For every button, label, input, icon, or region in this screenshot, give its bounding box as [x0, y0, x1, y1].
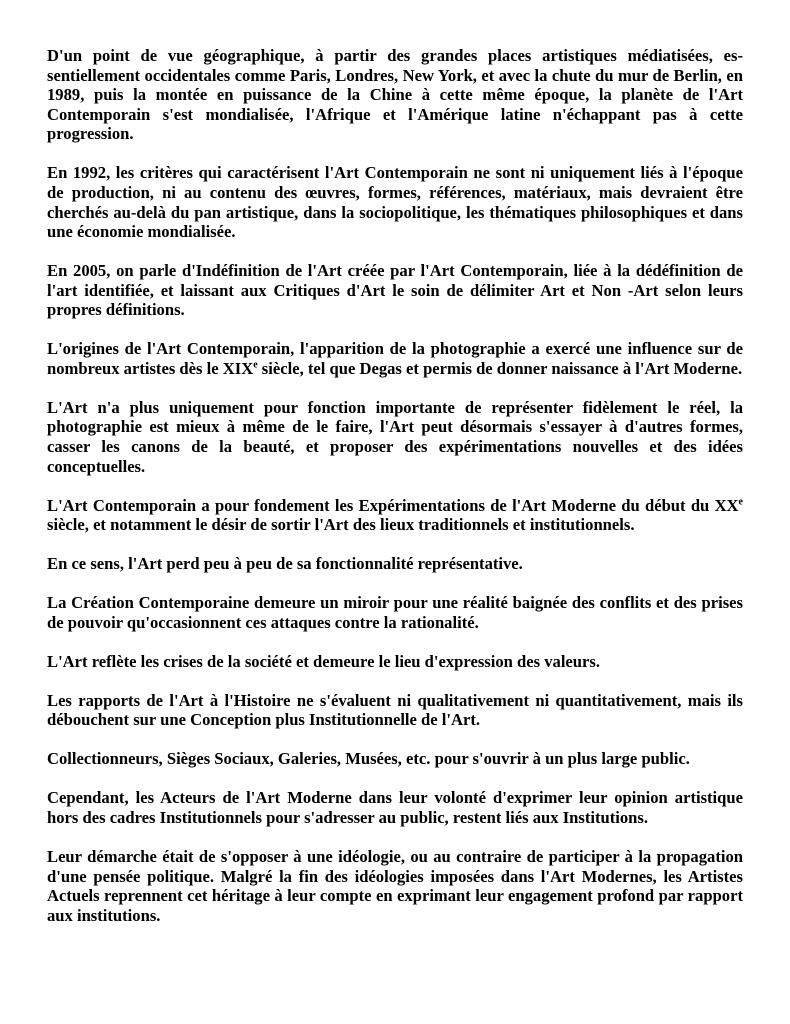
paragraph-text: En 2005, on parle d'Indéfinition de l'Art créée par l'Art Contemporain, liée à la dédéfinition de l'art identifiée, et laissant aux Critiques d'Art le soin de délimiter Art et Non -Art selon leurs propres définitions.: [47, 261, 743, 320]
paragraph: [47, 847, 743, 925]
paragraph: [47, 163, 743, 241]
paragraph: [47, 691, 743, 730]
paragraph: [47, 788, 743, 827]
document-body: [47, 46, 743, 925]
paragraph-text: Leur démarche était de s'opposer à une idéologie, ou au contraire de participer à la propagation d'une pensée politique. Malgré la fin des idéologies imposées dans l'Art Modernes, les Artistes Actuels reprennent cet héritage à leur compte en exprimant leur engagement profond par rapport aux institutions.: [47, 846, 743, 925]
document-page: [47, 46, 743, 925]
paragraph: [47, 593, 743, 632]
paragraph-text: La Création Contemporaine demeure un miroir pour une réalité baignée des conflits et des prises de pouvoir qu'occasionnent ces attaques contre la rationalité.: [47, 593, 743, 632]
paragraph: [47, 749, 743, 769]
paragraph: [47, 496, 743, 535]
paragraph: [47, 398, 743, 476]
paragraph-text: L'origines de l'Art Contemporain, l'apparition de la photographie a exercé une influence sur de nombreux artistes dès le XIX: [47, 339, 743, 378]
paragraph: [47, 339, 743, 378]
paragraph: [47, 46, 743, 144]
paragraph-text: En ce sens, l'Art perd peu à peu de sa fonctionnalité représentative.: [47, 554, 523, 574]
paragraph-text: Collectionneurs, Sièges Sociaux, Galeries, Musées, etc. pour s'ouvrir à un plus large public.: [47, 749, 690, 769]
superscript: e: [253, 359, 258, 371]
paragraph-text: Les rapports de l'Art à l'Histoire ne s'évaluent ni qualitativement ni quantitativement, mais ils débouchent sur une Conception plus Institutionnelle de l'Art.: [47, 690, 743, 730]
paragraph: [47, 652, 743, 672]
paragraph-text: siècle, tel que Degas et permis de donner naissance à l'Art Moderne.: [257, 358, 743, 378]
paragraph-text: L'Art n'a plus uniquement pour fonction importante de représenter fidèlement le réel, la photographie est mieux à même de le faire, l'Art peut désormais s'essayer à d'autres formes, casser les canons de la beauté, et proposer des expérimentations nouvelles et des idées conceptuelles.: [47, 397, 743, 476]
paragraph-text: L'Art reflète les crises de la société et demeure le lieu d'expression des valeurs.: [47, 651, 600, 671]
paragraph-text: D'un point de vue géographique, à partir des grandes places artistiques médiatisées, essentiellement occidentales comme Paris, Londres, New York, et avec la chute du mur de Berlin, en 1989, puis la montée en puissance de la Chine à cette même époque, la planète de l'Art Contemporain s'est mondialisée, l'Afrique et l'Amérique latine n'échappant pas à cette progression.: [47, 46, 743, 144]
paragraph: [47, 554, 743, 574]
paragraph-text: En 1992, les critères qui caractérisent l'Art Contemporain ne sont ni uniquement liés à l'époque de production, ni au contenu des œuvres, formes, références, matériaux, mais devraient être cherchés au-delà du pan artistique, dans la sociopolitique, les thématiques philosophiques et dans une économie mondialisée.: [47, 163, 743, 242]
superscript: e: [738, 496, 743, 508]
paragraph-text: L'Art Contemporain a pour fondement les Expérimentations de l'Art Moderne du début du XX: [47, 495, 739, 515]
paragraph-text: Cependant, les Acteurs de l'Art Moderne dans leur volonté d'exprimer leur opinion artistique hors des cadres Institutionnels pour s'adresser au public, restent liés aux Institutions.: [47, 788, 743, 827]
paragraph: [47, 261, 743, 320]
paragraph-text: siècle, et notamment le désir de sortir l'Art des lieux traditionnels et institutionnels.: [47, 515, 635, 535]
